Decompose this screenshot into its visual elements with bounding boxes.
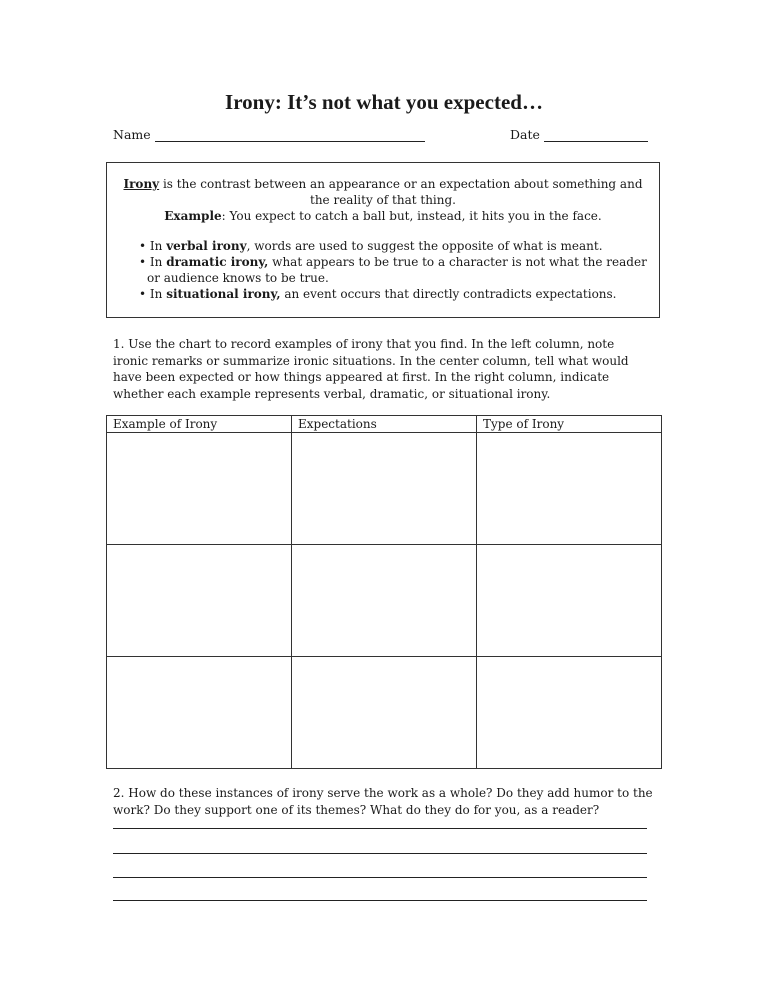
table-cell[interactable] <box>292 545 477 657</box>
answer-line[interactable] <box>113 828 647 829</box>
column-header-example: Example of Irony <box>107 416 292 433</box>
answer-line[interactable] <box>113 853 647 854</box>
definition-text <box>115 176 651 208</box>
irony-chart-table <box>106 415 662 769</box>
example-text: : You expect to catch a ball but, instead, it hits you in the face. <box>221 209 602 223</box>
table-cell[interactable] <box>477 433 662 545</box>
definition-body: is the contrast between an appearance or an expectation about something and the reality of that thing. <box>162 177 643 207</box>
name-field[interactable] <box>113 127 425 142</box>
date-field[interactable] <box>510 127 648 142</box>
column-header-expectations: Expectations <box>292 416 477 433</box>
list-item: • In dramatic irony, what appears to be true to a character is not what the reader or audience knows to be true. <box>139 255 647 285</box>
table-cell[interactable] <box>292 433 477 545</box>
irony-types-list <box>139 238 659 302</box>
column-header-type: Type of Irony <box>477 416 662 433</box>
definition-example <box>107 208 659 224</box>
table-cell[interactable] <box>107 433 292 545</box>
name-line[interactable] <box>155 128 425 142</box>
page-title: Irony: It’s not what you expected… <box>225 90 543 114</box>
table-row <box>107 433 662 545</box>
table-cell[interactable] <box>292 657 477 769</box>
list-item: • In verbal irony, words are used to suggest the opposite of what is meant. <box>139 239 603 253</box>
answer-line[interactable] <box>113 900 647 901</box>
table-row <box>107 657 662 769</box>
example-label: Example <box>164 209 222 223</box>
list-item: • In situational irony, an event occurs that directly contradicts expectations. <box>139 287 617 301</box>
table-cell[interactable] <box>477 545 662 657</box>
definition-term: Irony <box>123 177 160 191</box>
table-cell[interactable] <box>477 657 662 769</box>
name-label: Name <box>113 127 151 142</box>
question-1: 1. Use the chart to record examples of irony that you find. In the left column, note ironic remarks or summarize ironic situations. In the center column, tell what would have been expected or how things appeared at first. In the right column, indicate whether each example represents verbal, dramatic, or situational irony. <box>113 337 629 401</box>
date-line[interactable] <box>544 128 648 142</box>
table-cell[interactable] <box>107 657 292 769</box>
question-2: 2. How do these instances of irony serve the work as a whole? Do they add humor to the work? Do they support one of its themes? What do they do for you, as a reader? <box>113 786 653 817</box>
definition-box <box>106 162 660 318</box>
table-cell[interactable] <box>107 545 292 657</box>
answer-line[interactable] <box>113 877 647 878</box>
table-header-row <box>107 416 662 433</box>
table-row <box>107 545 662 657</box>
date-label: Date <box>510 127 540 142</box>
